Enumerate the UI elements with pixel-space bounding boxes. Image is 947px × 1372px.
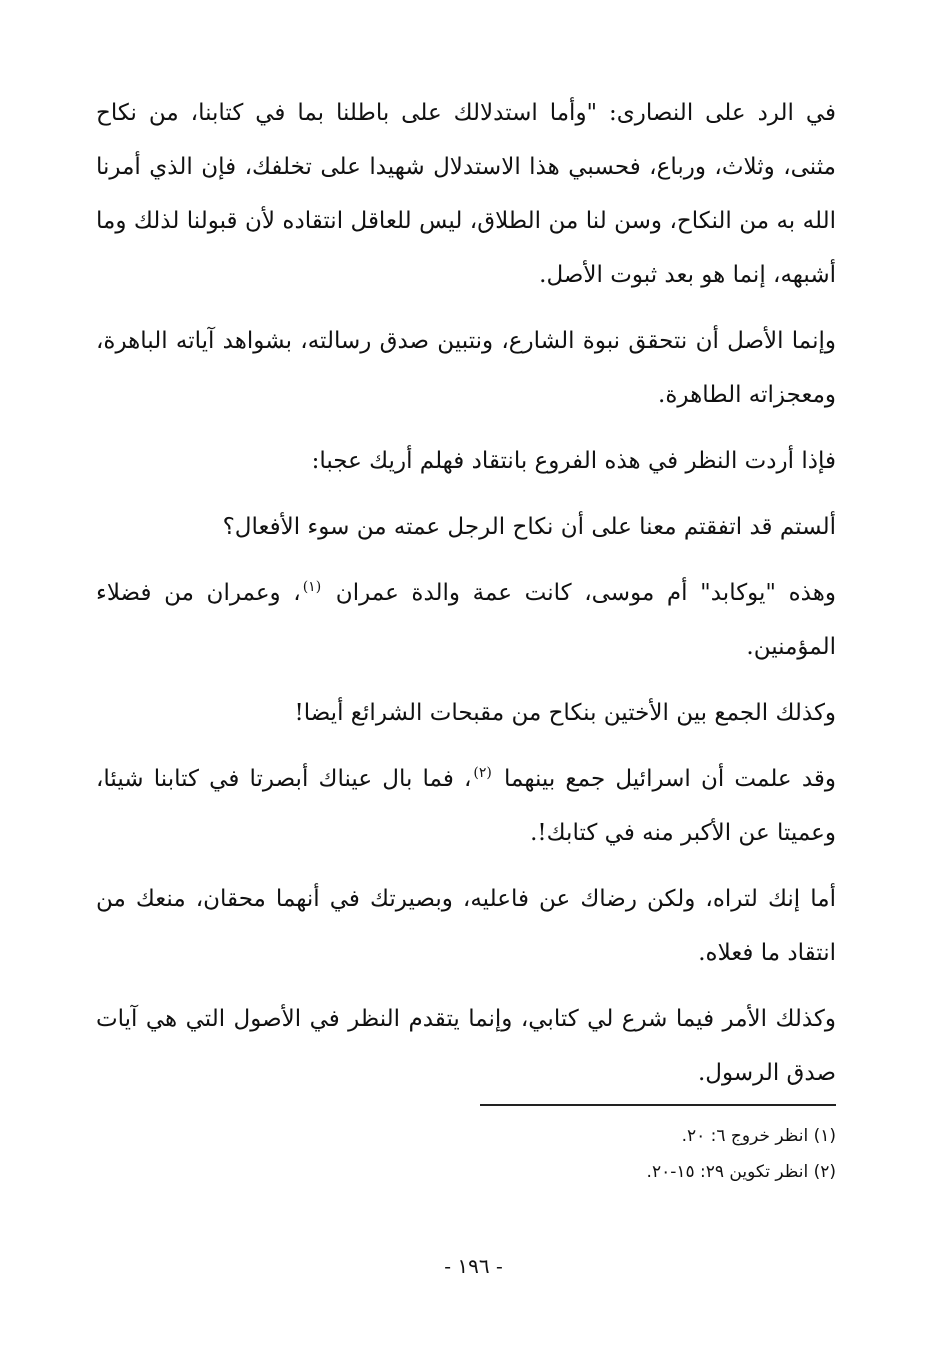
paragraph-text: ، وعمران من فضلاء المؤمنين. [96, 580, 836, 660]
paragraph: في الرد على النصارى: "وأما استدلالك على باطلنا بما في كتابنا، من نكاح مثنى، وثلاث، ورباع، فحسبي هذا الاستدلال شهيدا على تخلفك، فإن الذي أمرنا الله به من النكاح، وسن لنا من الطلاق، ليس للعاقل انتقاده لأن قبولنا لذلك وما أشبهه، إنما هو بعد ثبوت الأصل. [96, 100, 836, 288]
paragraph [96, 566, 836, 674]
page-number: - ١٩٦ - [444, 1254, 503, 1278]
paragraph-text: وهذه "يوكابد" أم موسى، كانت عمة والدة عمران [335, 580, 836, 606]
paragraph [96, 752, 836, 860]
footnote: (٢) انظر تكوين ٢٩: ١٥-٢٠. [646, 1162, 836, 1182]
footnote-reference: (٢) [473, 765, 492, 782]
paragraph: وكذلك الأمر فيما شرع لي كتابي، وإنما يتقدم النظر في الأصول التي هي آيات صدق الرسول. [96, 1006, 836, 1086]
main-text [96, 86, 836, 1112]
paragraph: فإذا أردت النظر في هذه الفروع بانتقاد فهلم أريك عجبا: [311, 448, 836, 474]
paragraph: وكذلك الجمع بين الأختين بنكاح من مقبحات الشرائع أيضا! [294, 700, 836, 726]
paragraph: وإنما الأصل أن نتحقق نبوة الشارع، ونتبين صدق رسالته، بشواهد آياته الباهرة، ومعجزاته الطاهرة. [96, 328, 836, 408]
paragraph-text: ، فما بال عيناك أبصرتا في كتابنا شيئا، وعميتا عن الأكبر منه في كتابك!. [96, 766, 836, 846]
footnotes [480, 1118, 836, 1190]
footnote-reference: (١) [302, 579, 322, 596]
paragraph: أما إنك لتراه، ولكن رضاك عن فاعليه، وبصيرتك في أنهما محقان، منعك من انتقاد ما فعلاه. [96, 886, 836, 966]
paragraph: ألستم قد اتفقتم معنا على أن نكاح الرجل عمته من سوء الأفعال؟ [222, 514, 836, 540]
paragraph-text: وقد علمت أن اسرائيل جمع بينهما [504, 766, 836, 792]
footnote: (١) انظر خروج ٦: ٢٠. [681, 1126, 836, 1146]
footnote-divider [480, 1104, 836, 1106]
